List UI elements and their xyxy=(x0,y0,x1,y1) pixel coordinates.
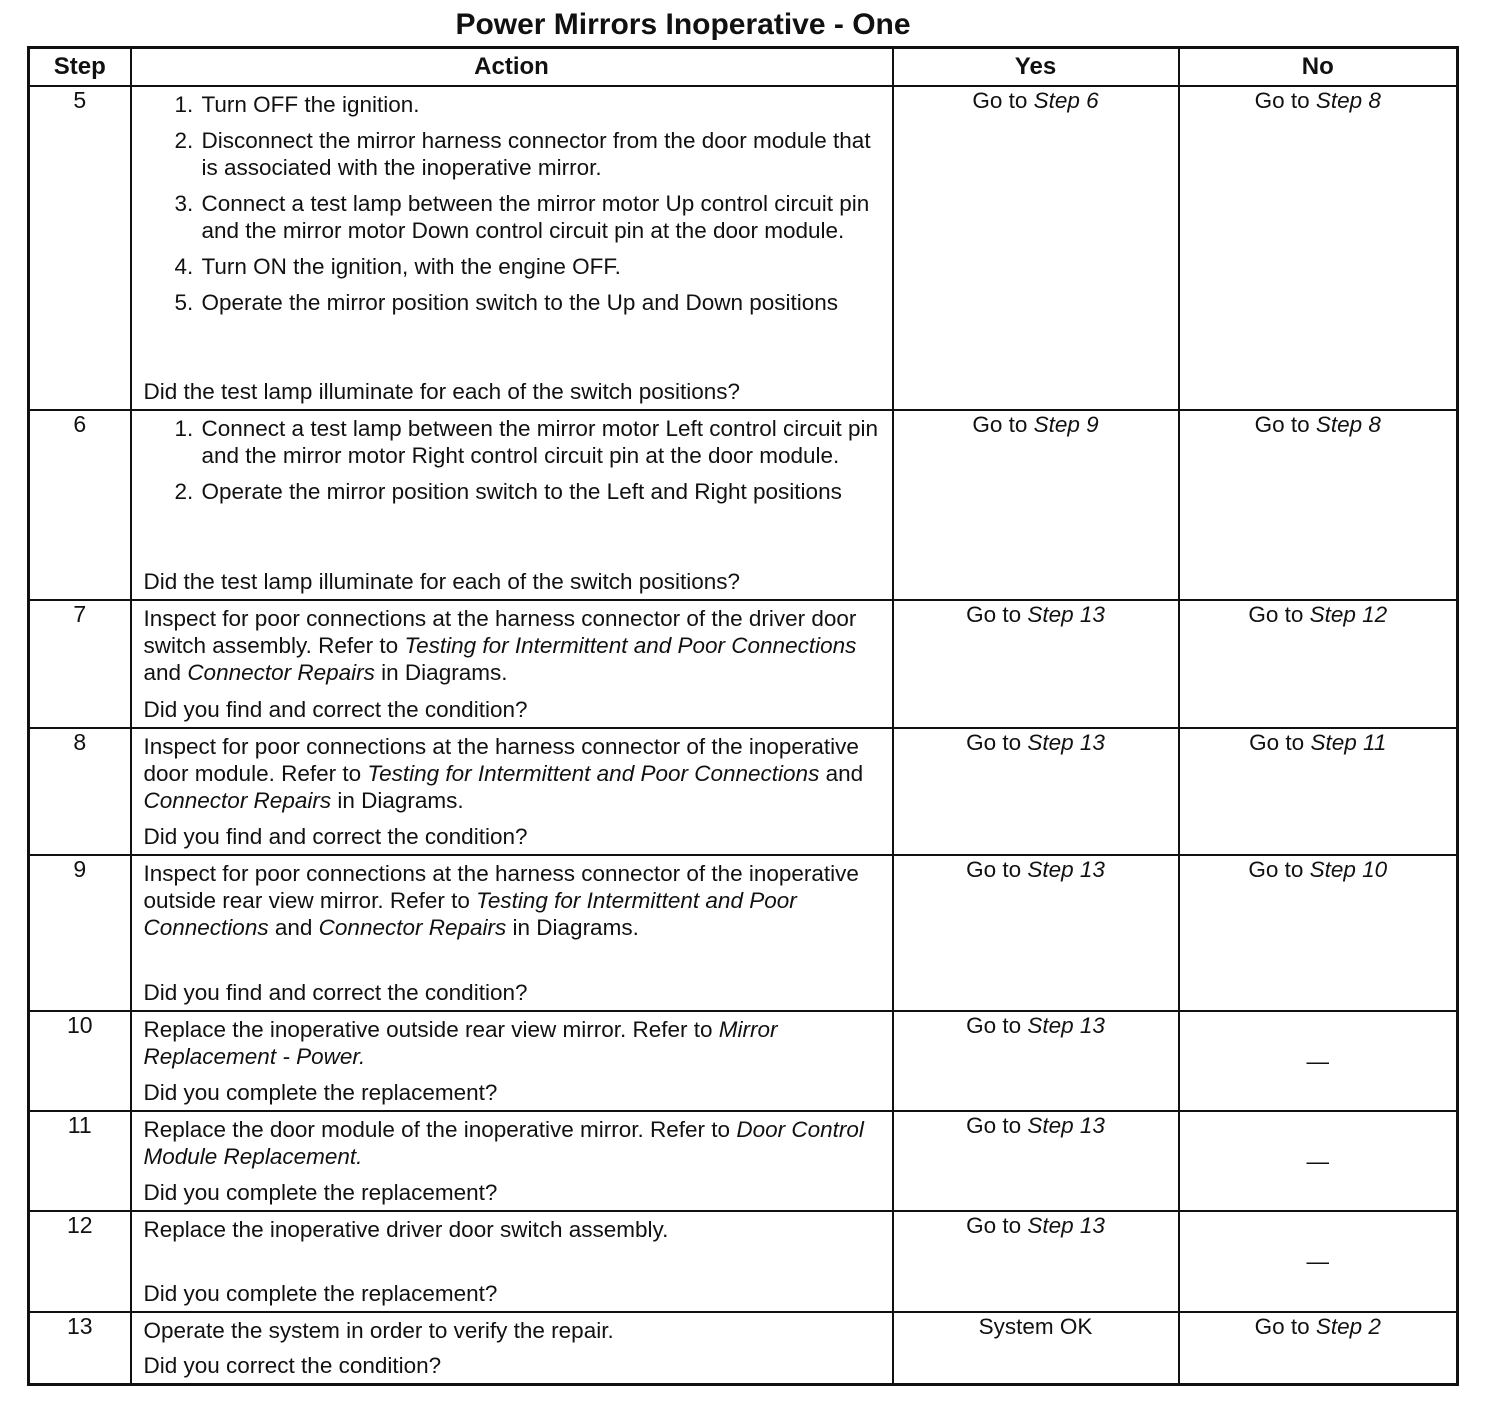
yes-cell xyxy=(893,1211,1179,1312)
action-question: Did you complete the replacement? xyxy=(143,1180,498,1205)
yes-cell xyxy=(893,855,1179,1011)
table-row xyxy=(29,855,1458,1011)
page-title: Power Mirrors Inoperative - One xyxy=(455,8,911,41)
action-step: 4. Turn ON the ignition, with the engine OFF. xyxy=(200,253,882,280)
action-text xyxy=(144,733,882,814)
no-prefix: Go to xyxy=(1254,88,1310,113)
action-question: Did the test lamp illuminate for each of the switch positions? xyxy=(143,569,741,594)
yes-cell xyxy=(893,1111,1179,1211)
action-cell xyxy=(131,410,893,600)
procedure-link[interactable]: Connector Repairs xyxy=(143,788,332,813)
no-step-link[interactable]: Step 8 xyxy=(1315,412,1381,437)
no-prefix: Go to xyxy=(1254,412,1310,437)
yes-step-link[interactable]: Step 13 xyxy=(1027,1113,1105,1138)
no-cell xyxy=(1179,1312,1458,1385)
procedure-link[interactable]: Connector Repairs xyxy=(187,660,375,685)
step-number: 8 xyxy=(29,728,131,855)
yes-prefix: Go to xyxy=(966,1213,1022,1238)
action-text: Replace the inoperative driver door switch assembly. xyxy=(143,1217,669,1242)
yes-step-link[interactable]: Step 6 xyxy=(1033,88,1099,113)
no-cell xyxy=(1179,855,1458,1011)
action-question: Did you find and correct the condition? xyxy=(143,697,528,722)
procedure-link[interactable]: Testing for Intermittent and Poor Connections xyxy=(367,761,820,786)
yes-step-link[interactable]: Step 9 xyxy=(1033,412,1099,437)
procedure-link[interactable]: Connector Repairs xyxy=(318,915,507,940)
action-cell xyxy=(131,855,893,1011)
table-row xyxy=(29,1011,1458,1111)
action-steps xyxy=(144,91,882,316)
action-text xyxy=(144,860,882,941)
step-number: 11 xyxy=(29,1111,131,1211)
action-cell xyxy=(131,728,893,855)
no-cell xyxy=(1179,728,1458,855)
yes-cell xyxy=(893,600,1179,728)
no-step-link[interactable]: Step 12 xyxy=(1309,602,1388,627)
step-number: 9 xyxy=(29,855,131,1011)
action-cell xyxy=(131,86,893,410)
action-step: 3. Connect a test lamp between the mirror motor Up control circuit pin and the mirror motor Down control circuit pin at the door module. xyxy=(200,190,882,244)
action-text-part: Inspect for poor connections at the harness connector of the driver door switch assembly. Refer to xyxy=(143,606,857,658)
action-steps xyxy=(144,415,882,505)
action-text-part: Replace the door module of the inoperative mirror. Refer to xyxy=(143,1117,731,1142)
no-prefix: Go to xyxy=(1249,730,1305,755)
header-row xyxy=(29,48,1458,87)
yes-prefix: Go to xyxy=(972,412,1028,437)
table-row xyxy=(29,86,1458,410)
no-cell xyxy=(1179,410,1458,600)
action-step: 2. Operate the mirror position switch to the Left and Right positions xyxy=(200,478,882,505)
action-question: Did you find and correct the condition? xyxy=(143,824,528,849)
action-text-part: Replace the inoperative outside rear view mirror. Refer to xyxy=(143,1017,713,1042)
yes-cell xyxy=(893,86,1179,410)
table-row xyxy=(29,1211,1458,1312)
yes-step-link[interactable]: Step 13 xyxy=(1027,857,1105,882)
action-cell xyxy=(131,1111,893,1211)
action-cell xyxy=(131,1312,893,1385)
no-step-link[interactable]: Step 11 xyxy=(1310,730,1387,755)
action-text-part: and xyxy=(274,915,313,940)
procedure-link[interactable]: Mirror Replacement - Power. xyxy=(143,1017,778,1069)
no-prefix: Go to xyxy=(1254,1314,1310,1339)
action-step: 1. Connect a test lamp between the mirror motor Left control circuit pin and the mirror motor Right control circuit pin at the door module. xyxy=(200,415,882,469)
yes-prefix: Go to xyxy=(966,1013,1022,1038)
table-row xyxy=(29,1312,1458,1385)
no-prefix: Go to xyxy=(1248,602,1304,627)
table-row xyxy=(29,1111,1458,1211)
no-cell: — xyxy=(1179,1111,1458,1211)
procedure-link[interactable]: Testing for Intermittent and Poor Connections xyxy=(143,888,797,940)
action-text-part: in Diagrams. xyxy=(512,915,639,940)
action-question: Did the test lamp illuminate for each of the switch positions? xyxy=(143,379,741,404)
yes-prefix: Go to xyxy=(966,1113,1022,1138)
action-step: 5. Operate the mirror position switch to the Up and Down positions xyxy=(200,289,882,316)
action-question: Did you find and correct the condition? xyxy=(143,980,528,1005)
no-header: No xyxy=(1179,48,1458,87)
step-number: 5 xyxy=(29,86,131,410)
yes-prefix: Go to xyxy=(966,602,1022,627)
yes-step-link[interactable]: Step 13 xyxy=(1027,1213,1105,1238)
action-text-part: Inspect for poor connections at the harness connector of the inoperative door module. Refer to xyxy=(143,734,859,786)
action-text-part: and xyxy=(143,660,182,685)
no-cell: — xyxy=(1179,1011,1458,1111)
action-cell xyxy=(131,1011,893,1111)
action-cell xyxy=(131,1211,893,1312)
table-row xyxy=(29,728,1458,855)
procedure-link[interactable]: Testing for Intermittent and Poor Connections xyxy=(404,633,857,658)
yes-step-link[interactable]: Step 13 xyxy=(1027,602,1105,627)
action-text-part: and xyxy=(825,761,864,786)
action-text: Operate the system in order to verify the repair. xyxy=(143,1318,614,1343)
no-step-link[interactable]: Step 10 xyxy=(1309,857,1388,882)
no-step-link[interactable]: Step 8 xyxy=(1315,88,1381,113)
action-text xyxy=(144,1116,882,1170)
action-step: 1. Turn OFF the ignition. xyxy=(200,91,882,118)
yes-cell: System OK xyxy=(893,1312,1179,1385)
yes-prefix: Go to xyxy=(966,857,1022,882)
yes-cell xyxy=(893,410,1179,600)
step-number: 13 xyxy=(29,1312,131,1385)
action-header: Action xyxy=(131,48,893,87)
step-number: 7 xyxy=(29,600,131,728)
action-step: 2. Disconnect the mirror harness connector from the door module that is associated with the inoperative mirror. xyxy=(200,127,882,181)
action-text-part: in Diagrams. xyxy=(381,660,508,685)
diagnostic-table xyxy=(27,46,1459,1386)
action-text xyxy=(144,605,882,686)
step-header: Step xyxy=(29,48,131,87)
no-cell xyxy=(1179,600,1458,728)
no-step-link[interactable]: Step 2 xyxy=(1315,1314,1381,1339)
yes-step-link[interactable]: Step 13 xyxy=(1027,1013,1105,1038)
procedure-link[interactable]: Door Control Module Replacement. xyxy=(143,1117,864,1169)
yes-header: Yes xyxy=(893,48,1179,87)
table-row xyxy=(29,600,1458,728)
yes-cell xyxy=(893,728,1179,855)
action-question: Did you complete the replacement? xyxy=(143,1080,498,1105)
no-cell xyxy=(1179,86,1458,410)
step-number: 6 xyxy=(29,410,131,600)
step-number: 10 xyxy=(29,1011,131,1111)
yes-prefix: Go to xyxy=(966,730,1022,755)
action-text-part: in Diagrams. xyxy=(337,788,464,813)
action-text xyxy=(144,1016,882,1070)
no-cell: — xyxy=(1179,1211,1458,1312)
yes-prefix: Go to xyxy=(972,88,1028,113)
action-question: Did you complete the replacement? xyxy=(143,1281,498,1306)
action-cell xyxy=(131,600,893,728)
step-number: 12 xyxy=(29,1211,131,1312)
no-prefix: Go to xyxy=(1248,857,1304,882)
action-text-part: Inspect for poor connections at the harness connector of the inoperative outside rear view mirror. Refer to xyxy=(143,861,859,913)
yes-cell xyxy=(893,1011,1179,1111)
table-row xyxy=(29,410,1458,600)
action-question: Did you correct the condition? xyxy=(143,1353,442,1378)
yes-step-link[interactable]: Step 13 xyxy=(1027,730,1105,755)
